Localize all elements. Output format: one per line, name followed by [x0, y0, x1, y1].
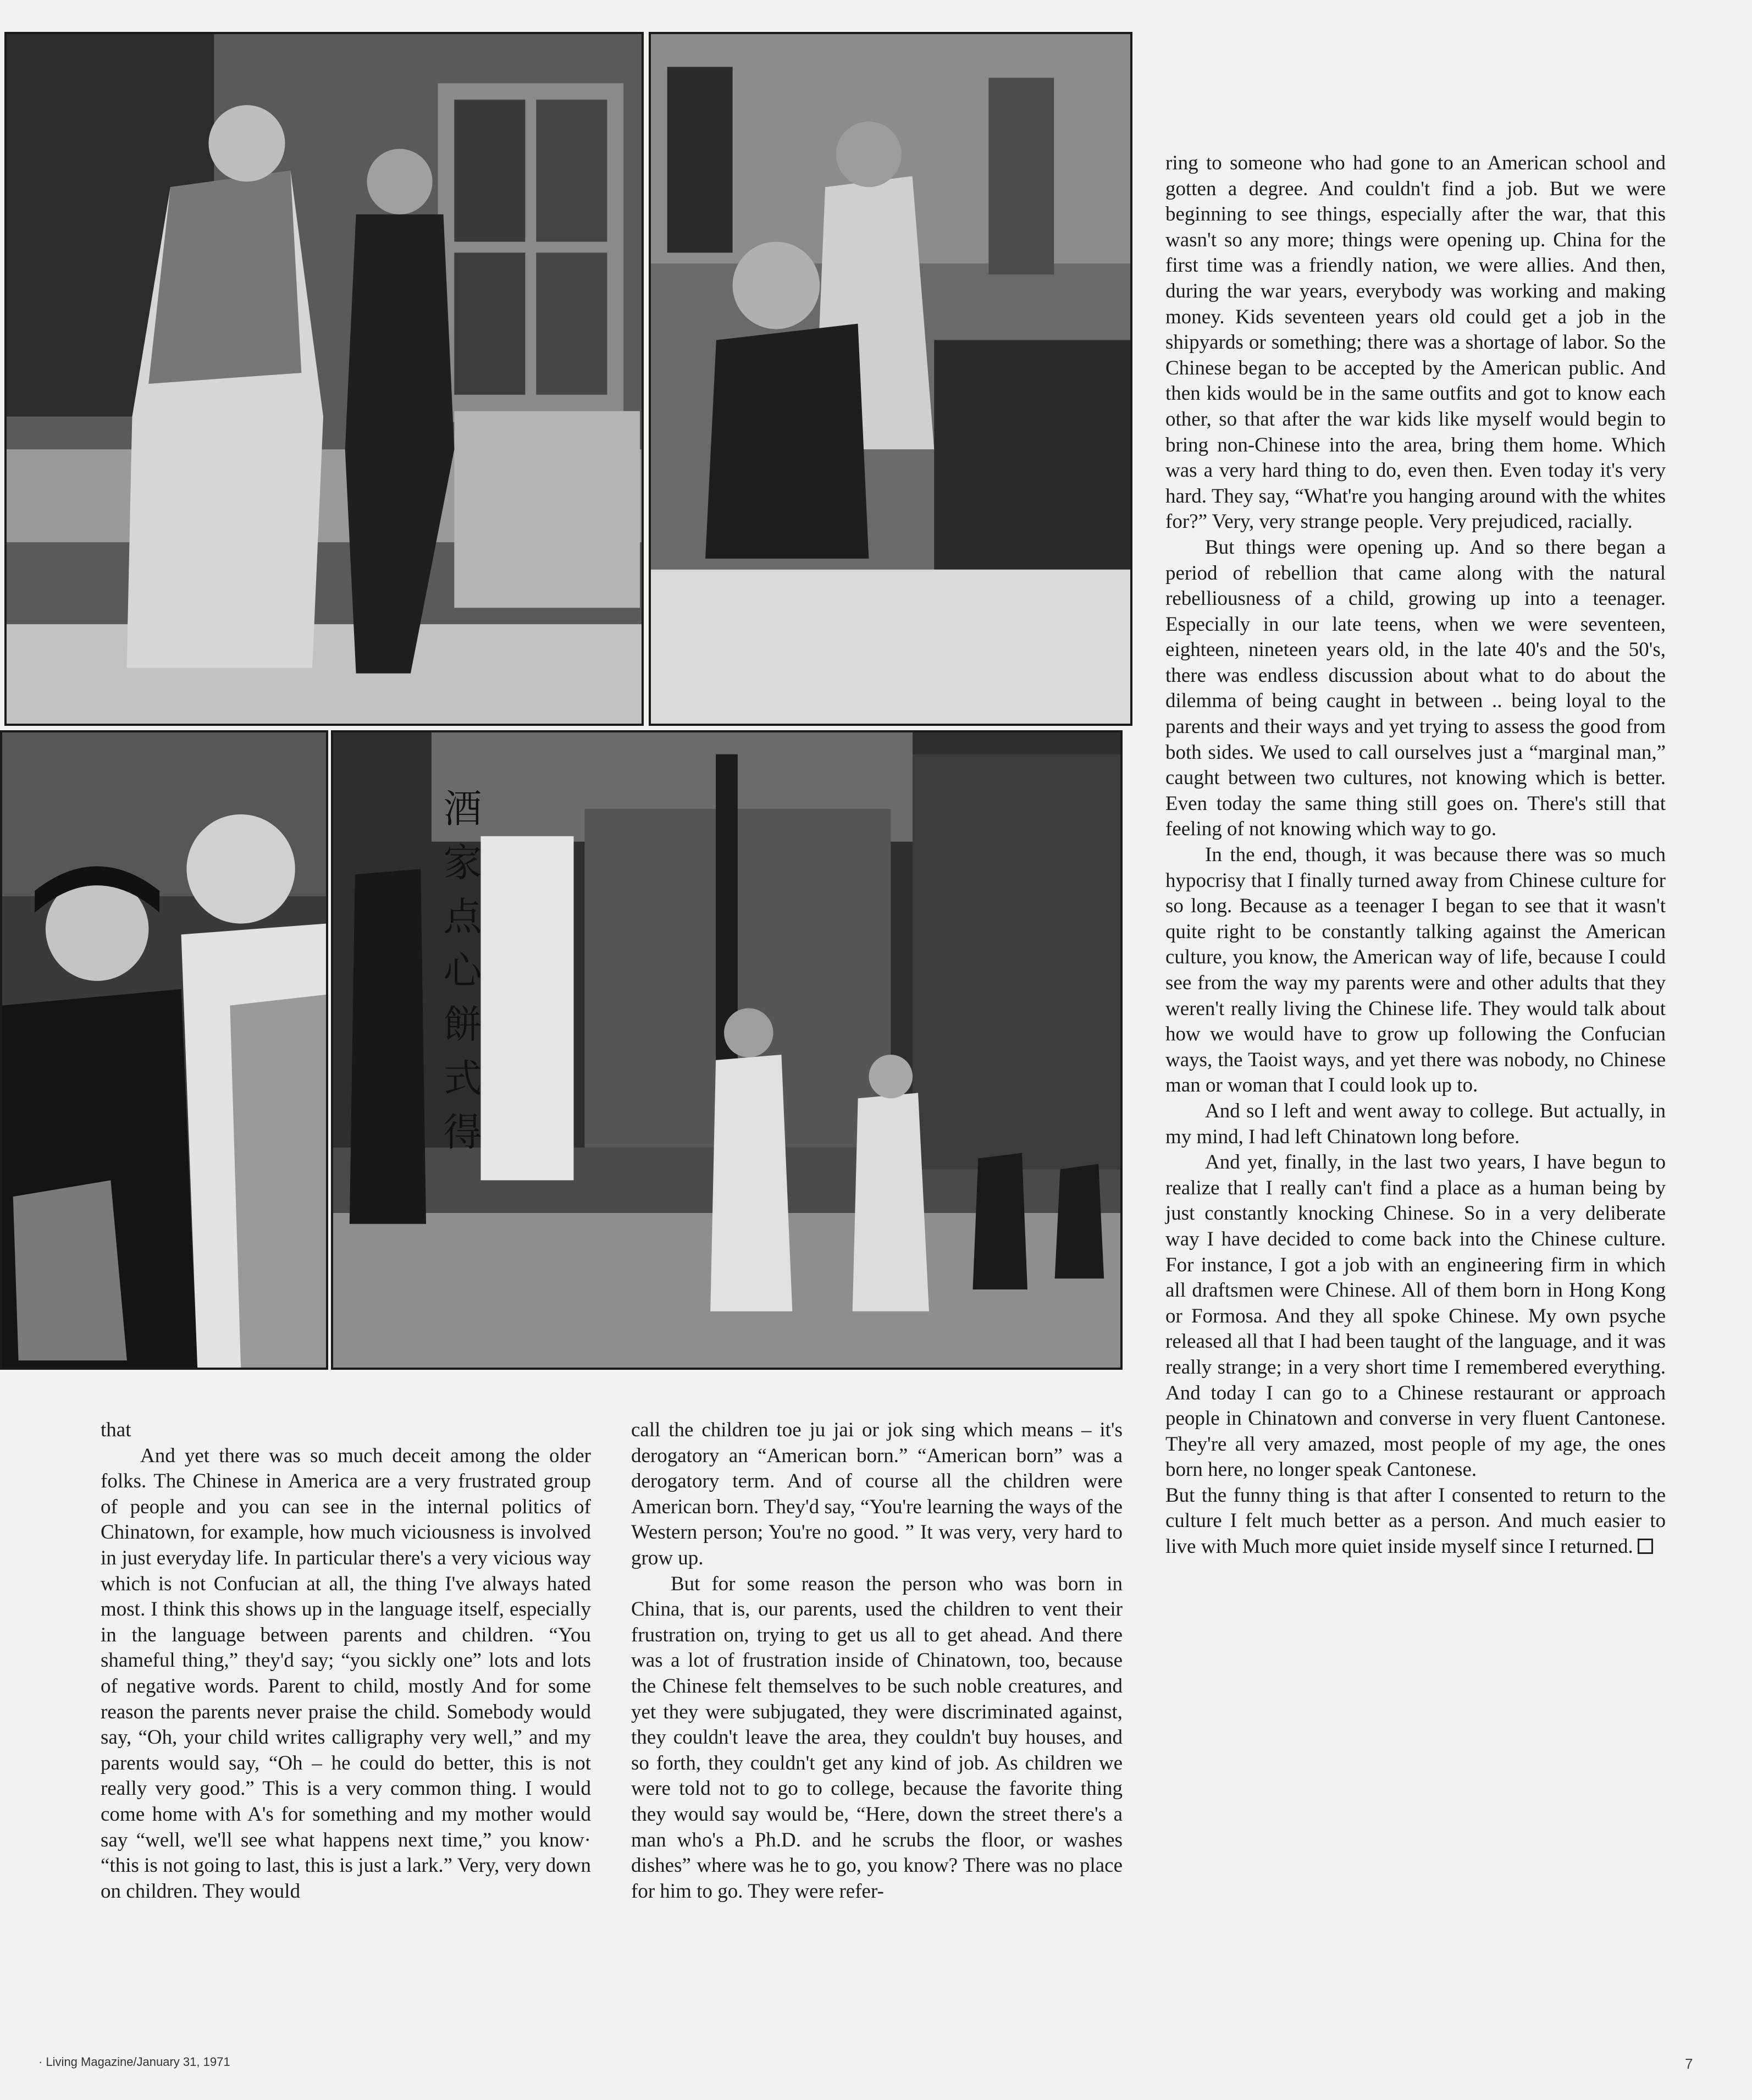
paragraph: And yet there was so much deceit among the older folks. The Chinese in America are a very frustrated group of people and you can see in the internal politics of Chinatown, for example, how much viciousness is involved in just everyday life. In particular there's a very vicious way which is not Confucian at all, the thing I've always hated most. I think this shows up in the language itself, especially in the language between parents and children. “You shameful thing,” they'd say; “you sickly one” lots and lots of negative words. Parent to child, mostly And for some reason the parents never praise the child. Somebody would say, “Oh, your child writes calligraphy very well,” and my parents would say, “Oh – he could do better, this is not really very good.” This is a very common thing. I would come home with A's for something and my mother would say “well, we'll see what happens next time,” you know· “this is not going to last, this is just a lark.” Very, very down on children. They would	[101, 1444, 591, 1903]
article-column-left	[101, 1418, 591, 1904]
sign-character: 心	[443, 948, 482, 993]
paragraph: But the funny thing is that after I consented to return to the culture I felt much better as a person. And much easier to live with Much more quiet inside myself since I returned.	[1165, 1484, 1666, 1558]
sign-character: 酒	[443, 786, 482, 831]
photo-two-boys	[0, 730, 328, 1370]
shop-sign-characters	[434, 782, 491, 1159]
sign-character: 得	[443, 1110, 482, 1155]
paragraph: call the children toe ju jai or jok sing which means – it's derogatory an “American born.” “American born” was a derogatory term. And of course all the children were American born. They'd say, “You're learning the ways of the Western person; You're no good. ” It was very, very hard to grow up.	[631, 1419, 1123, 1569]
page-number: 7	[1685, 2055, 1693, 2072]
paragraph: But things were opening up. And so there began a period of rebellion that came along with the natural rebelliousness of a child, growing up into a teenager. Especially in our late teens, when we were seventeen, eighteen, nineteen years old, in the late 40's and the 50's, there was endless discussion about what to do about the dilemma of being caught in between .. being loyal to the parents and their ways and yet trying to assess the good from both sides. We used to call ourselves just a “marginal man,” caught between two cultures, not knowing which is better. Even today the same thing still goes on. There's still that feeling of not knowing which way to go.	[1165, 536, 1666, 841]
sign-character: 家	[443, 840, 482, 885]
photo-shopkeeper-and-customer	[4, 32, 644, 726]
sign-character: 点	[443, 894, 482, 939]
end-of-article-mark	[1638, 1539, 1653, 1554]
paragraph: that	[101, 1419, 131, 1441]
paragraph: ring to someone who had gone to an American school and gotten a degree. And couldn't find a job. But we were beginning to see things, especially after the war, that this wasn't so any more; things were opening up. China for the first time was a friendly nation, we were allies. And then, during the war years, everybody was working and making money. Kids seventeen years old could get a job in the shipyards or something; there was a shortage of labor. So the Chinese began to be accepted by the American public. And then kids would be in the same outfits and got to know each other, so that after the war kids like myself would begin to bring non-Chinese into the area, bring them home. Which was a very hard thing to do, even then. Even today it's very hard. They say, “What're you hanging around with the whites for?” Very, very strange people. Very prejudiced, racially.	[1165, 152, 1666, 533]
paragraph: But for some reason the person who was born in China, that is, our parents, used the children to vent their frustration on, trying to get us all to get ahead. And there was a lot of frustration inside of Chinatown, too, because the Chinese felt themselves to be such noble creatures, and yet they were subjugated, they were discriminated against, they couldn't leave the area, they couldn't buy houses, and so forth, they couldn't get any kind of job. As children we were told not to go to college, because the favorite thing they would say would be, “Here, down the street there's a man who's a Ph.D. and he scrubs the floor, or washes dishes” where was he to go, you know? There was no place for him to go. They were refer-	[631, 1572, 1123, 1903]
photo-chinatown-street	[331, 730, 1123, 1370]
sign-character: 餅	[443, 1002, 482, 1047]
sign-character: 式	[443, 1056, 482, 1101]
paragraph: And so I left and went away to college. But actually, in my mind, I had left Chinatown long before.	[1165, 1099, 1666, 1148]
article-column-right	[1165, 151, 1666, 1560]
publication-credit: · Living Magazine/January 31, 1971	[38, 2055, 230, 2069]
photo-garment-workers	[649, 32, 1132, 726]
paragraph: And yet, finally, in the last two years, I have begun to realize that I really can't find a place as a human being by just constantly knocking Chinese. So in a very deliberate way I have decided to come back into the Chinese culture. For instance, I got a job with an engineering firm in which all draftsmen were Chinese. All of them born in Hong Kong or Formosa. And they all spoke Chinese. My own psyche released all that I had been taught of the language, and it was really strange; in a very short time I remembered everything. And today I can go to a Chinese restaurant or approach people in Chinatown and converse in very fluent Cantonese. They're all very amazed, most people of my age, the ones born here, no longer speak Cantonese.	[1165, 1151, 1666, 1481]
article-column-middle	[631, 1418, 1123, 1904]
paragraph: In the end, though, it was because there was so much hypocrisy that I finally turned away from Chinese culture for so long. Because as a teenager I began to see that it wasn't quite right to be constantly talking against the American culture, you know, the American way of life, because I could see from the way my parents were and other adults that they weren't really living the Chinese life. They would talk about how we would have to grow up following the Confucian ways, the Taoist ways, and yet there was nobody, no Chinese man or woman that I could look up to.	[1165, 844, 1666, 1097]
